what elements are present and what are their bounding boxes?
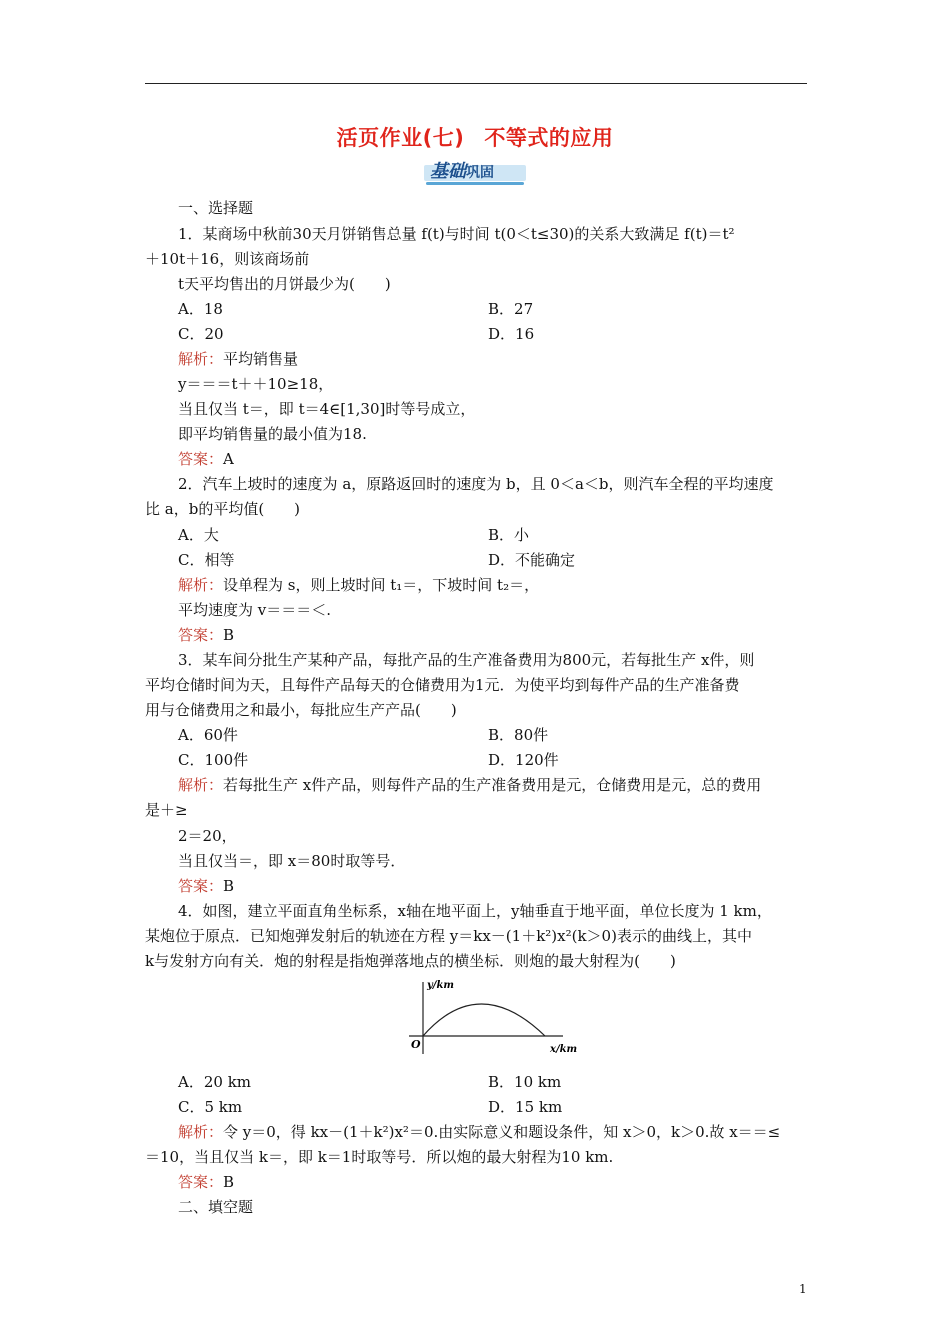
q1-option-c: C．20 xyxy=(178,325,224,343)
q2-option-b: B．小 xyxy=(488,526,530,544)
q3-line3: 用与仓储费用之和最小，每批应生产产品( ) xyxy=(145,701,457,719)
q2-analysis-2: 平均速度为 v＝＝＝＜. xyxy=(178,601,332,619)
q3-answer: B xyxy=(223,877,235,895)
q4-analysis-1: 令 y＝0，得 kx－(1＋k²)x²＝0.由实际意义和题设条件，知 x＞0，k＞0.故 x＝＝≤ xyxy=(223,1123,781,1141)
q1-line2: ＋10t＋16，则该商场前 xyxy=(145,250,310,268)
badge-big: 基础 xyxy=(430,161,466,182)
q1-option-d: D．16 xyxy=(488,325,535,343)
trajectory-graph xyxy=(395,976,585,1058)
q3-line1: 3．某车间分批生产某种产品，每批产品的生产准备费用为800元，若每批生产 x件，则 xyxy=(178,651,755,669)
q1-analysis-3: 当且仅当 t＝，即 t＝4∈[1,30]时等号成立， xyxy=(178,400,476,418)
q1-analysis-1: 平均销售量 xyxy=(223,350,299,368)
q4-analysis-label: 解析： xyxy=(178,1123,224,1141)
y-axis-label: y/km xyxy=(427,980,454,991)
q3-analysis-1: 若每批生产 x件产品，则每件产品的生产准备费用是元，仓储费用是元，总的费用 xyxy=(223,776,762,794)
q3-answer-label: 答案： xyxy=(178,877,224,895)
x-axis-label: x/km xyxy=(550,1044,578,1055)
q4-option-c: C．5 km xyxy=(178,1098,243,1116)
q2-option-c: C．相等 xyxy=(178,551,235,569)
q1-analysis-4: 即平均销售量的最小值为18. xyxy=(178,425,367,443)
q2-answer: B xyxy=(223,626,235,644)
q1-option-b: B．27 xyxy=(488,300,534,318)
q1-analysis-2: y＝＝＝t＋＋10≥18， xyxy=(178,375,334,393)
q1-analysis-label: 解析： xyxy=(178,350,224,368)
q1-line3: t天平均售出的月饼最少为( ) xyxy=(178,275,391,293)
q2-answer-label: 答案： xyxy=(178,626,224,644)
q4-analysis-2: ＝10，当且仅当 k＝，即 k＝1时取等号．所以炮的最大射程为10 km. xyxy=(145,1148,614,1166)
q3-analysis-label: 解析： xyxy=(178,776,224,794)
q2-analysis-1: 设单程为 s，则上坡时间 t₁＝，下坡时间 t₂＝， xyxy=(223,576,540,594)
badge-small: 巩固 xyxy=(466,165,494,181)
q4-line2: 某炮位于原点．已知炮弹发射后的轨迹在方程 y＝kx－(1＋k²)x²(k＞0)表示的曲线上，其中 xyxy=(145,927,752,945)
section-heading-fill: 二、填空题 xyxy=(178,1198,254,1216)
q2-line2: 比 a，b的平均值( ) xyxy=(145,500,301,518)
q1-option-a: A．18 xyxy=(178,300,223,318)
origin-label: O xyxy=(411,1038,421,1051)
title-left: 活页作业(七) xyxy=(336,126,465,150)
q3-option-b: B．80件 xyxy=(488,726,549,744)
trajectory-curve xyxy=(423,1004,545,1036)
q4-answer-label: 答案： xyxy=(178,1173,224,1191)
q1-line1: 1．某商场中秋前30天月饼销售总量 f(t)与时间 t(0＜t≤30)的关系大致满足 f(t)＝t² xyxy=(178,225,735,243)
q1-answer-label: 答案： xyxy=(178,450,224,468)
q3-line2: 平均仓储时间为天，且每件产品每天的仓储费用为1元．为使平均到每件产品的生产准备费 xyxy=(145,676,740,694)
q2-option-a: A．大 xyxy=(178,526,219,544)
basic-consolidation-badge xyxy=(424,160,526,186)
title-right: 不等式的应用 xyxy=(484,126,614,150)
q4-option-a: A．20 km xyxy=(178,1073,252,1091)
q3-analysis-3: 2＝20， xyxy=(178,827,237,845)
q3-option-c: C．100件 xyxy=(178,751,249,769)
q3-option-d: D．120件 xyxy=(488,751,559,769)
header-rule xyxy=(145,83,807,84)
section-heading-choice: 一、选择题 xyxy=(178,199,254,217)
q2-analysis-label: 解析： xyxy=(178,576,224,594)
q4-line1: 4．如图，建立平面直角坐标系，x轴在地平面上，y轴垂直于地平面，单位长度为 1 km， xyxy=(178,902,772,920)
page-title xyxy=(0,122,950,152)
q2-option-d: D．不能确定 xyxy=(488,551,576,569)
q4-answer: B xyxy=(223,1173,235,1191)
page-number: 1 xyxy=(799,1282,807,1296)
q4-option-d: D．15 km xyxy=(488,1098,563,1116)
q4-line3: k与发射方向有关．炮的射程是指炮弹落地点的横坐标．则炮的最大射程为( ) xyxy=(145,952,676,970)
q3-analysis-2: 是＋≥ xyxy=(145,801,188,819)
q1-answer: A xyxy=(223,450,234,468)
q3-option-a: A．60件 xyxy=(178,726,238,744)
q4-option-b: B．10 km xyxy=(488,1073,562,1091)
q2-line1: 2．汽车上坡时的速度为 a，原路返回时的速度为 b，且 0＜a＜b，则汽车全程的平均速度 xyxy=(178,475,774,493)
q3-analysis-4: 当且仅当＝，即 x＝80时取等号． xyxy=(178,852,406,870)
